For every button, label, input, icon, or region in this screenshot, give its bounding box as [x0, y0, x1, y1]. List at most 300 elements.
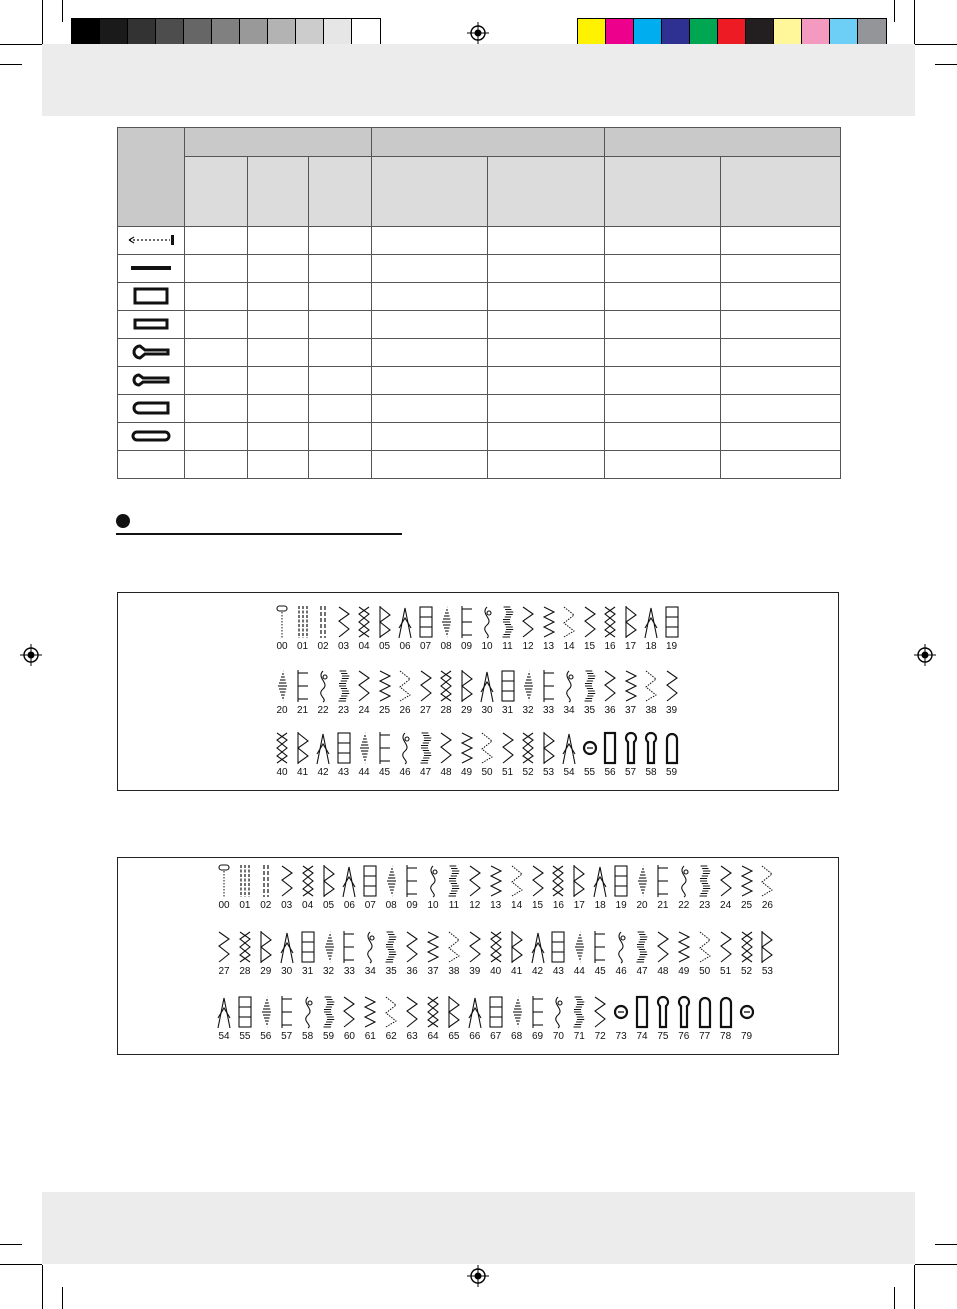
- stitch-glyph-icon: [444, 930, 464, 964]
- stitch-number: 52: [740, 966, 753, 977]
- stitch-pattern: [580, 731, 600, 778]
- table-cell: [604, 254, 720, 282]
- stitch-glyph-icon: [600, 731, 620, 765]
- stitch-pattern: [214, 864, 234, 911]
- stitch-glyph-icon: [298, 995, 318, 1029]
- crop-mark: [42, 1265, 43, 1309]
- stitch-glyph-icon: [518, 731, 538, 765]
- stitch-glyph-icon: [402, 995, 422, 1029]
- stitch-pattern: [528, 864, 548, 911]
- stitch-glyph-icon: [277, 995, 297, 1029]
- color-swatch: [802, 19, 830, 47]
- crop-mark: [0, 64, 22, 65]
- table-cell: [488, 422, 604, 450]
- stitch-pattern: [716, 995, 736, 1042]
- stitch-glyph-icon: [277, 864, 297, 898]
- stitch-glyph-icon: [757, 864, 777, 898]
- stitch-glyph-icon: [600, 669, 620, 703]
- stitch-chart-panel-a: [117, 592, 839, 791]
- stitch-number: 59: [665, 767, 678, 778]
- stitch-pattern: [477, 731, 497, 778]
- stitch-glyph-icon: [477, 669, 497, 703]
- stitch-number: 58: [645, 767, 657, 778]
- small-keyhole-buttonhole-icon: [118, 366, 185, 394]
- stitch-glyph-icon: [293, 669, 313, 703]
- stitch-number: 22: [678, 900, 690, 911]
- table-cell: [488, 254, 604, 282]
- table-cell: [185, 450, 248, 478]
- stitch-pattern: [498, 731, 518, 778]
- stitch-pattern: [716, 864, 736, 911]
- stitch-glyph-icon: [272, 731, 292, 765]
- stitch-number: 79: [740, 1031, 753, 1042]
- crop-mark: [0, 44, 42, 45]
- table-cell: [309, 282, 372, 310]
- table-cell: [488, 338, 604, 366]
- stitch-pattern: [416, 605, 436, 652]
- stitch-glyph-icon: [569, 930, 589, 964]
- stitch-pattern: [381, 864, 401, 911]
- table-cell: [185, 310, 248, 338]
- stitch-pattern: [539, 669, 559, 716]
- stitch-number: 35: [385, 966, 397, 977]
- stitch-glyph-icon: [662, 731, 682, 765]
- stitch-glyph-icon: [548, 995, 568, 1029]
- table-sub-header: [185, 157, 248, 227]
- stitch-pattern: [423, 864, 443, 911]
- registration-mark-icon: [467, 22, 489, 44]
- stitch-number: 06: [399, 641, 411, 652]
- stitch-pattern: [641, 731, 661, 778]
- stitch-glyph-icon: [416, 669, 436, 703]
- table-cell: [372, 422, 488, 450]
- stitch-pattern: [548, 995, 568, 1042]
- stitch-glyph-icon: [256, 995, 276, 1029]
- stitch-number: 29: [460, 705, 473, 716]
- stitch-pattern: [457, 669, 477, 716]
- table-cell: [185, 338, 248, 366]
- stitch-glyph-icon: [498, 731, 518, 765]
- table-row: [118, 226, 841, 254]
- stitch-glyph-icon: [298, 864, 318, 898]
- table-row: [118, 338, 841, 366]
- stitch-number: 20: [276, 705, 288, 716]
- stitch-glyph-icon: [360, 864, 380, 898]
- table-cell: [720, 366, 840, 394]
- stitch-number: 23: [699, 900, 711, 911]
- crop-mark: [914, 0, 915, 44]
- table-cell: [248, 394, 309, 422]
- stitch-number: 08: [385, 900, 397, 911]
- table-cell: [248, 422, 309, 450]
- stitch-glyph-icon: [600, 605, 620, 639]
- stitch-number: 30: [481, 705, 493, 716]
- table-cell: [248, 450, 309, 478]
- header-band: [42, 44, 915, 116]
- stitch-number: 13: [490, 900, 502, 911]
- stitch-number: 73: [615, 1031, 627, 1042]
- stitch-number: 58: [302, 1031, 314, 1042]
- stitch-number: 08: [440, 641, 452, 652]
- stitch-pattern: [695, 995, 715, 1042]
- registration-mark-icon: [467, 1265, 489, 1287]
- table-cell: [248, 282, 309, 310]
- stitch-number: 37: [427, 966, 439, 977]
- color-swatch: [184, 19, 212, 47]
- stitch-glyph-icon: [641, 669, 661, 703]
- stitch-number: 19: [615, 900, 627, 911]
- stitch-glyph-icon: [272, 669, 292, 703]
- stitch-number: 05: [378, 641, 391, 652]
- stitch-pattern: [621, 669, 641, 716]
- stitch-pattern: [444, 930, 464, 977]
- stitch-number: 78: [720, 1031, 732, 1042]
- stitch-glyph-icon: [580, 605, 600, 639]
- stitch-glyph-icon: [235, 930, 255, 964]
- stitch-pattern: [548, 864, 568, 911]
- section-bullet: [116, 514, 130, 528]
- stitch-glyph-icon: [395, 605, 415, 639]
- crop-mark: [42, 0, 43, 44]
- stitch-number: 57: [281, 1031, 293, 1042]
- stitch-glyph-icon: [334, 605, 354, 639]
- stitch-glyph-icon: [423, 995, 443, 1029]
- stitch-pattern: [277, 995, 297, 1042]
- stitch-glyph-icon: [569, 864, 589, 898]
- stitch-pattern: [402, 930, 422, 977]
- stitch-pattern: [674, 995, 694, 1042]
- stitch-glyph-icon: [457, 669, 477, 703]
- stitch-number: 74: [636, 1031, 648, 1042]
- table-sub-header: [488, 157, 604, 227]
- stitch-number: 54: [218, 1031, 230, 1042]
- stitch-pattern: [416, 731, 436, 778]
- stitch-number: 64: [427, 1031, 439, 1042]
- stitch-glyph-icon: [395, 731, 415, 765]
- stitch-number: 48: [657, 966, 669, 977]
- table-cell: [372, 226, 488, 254]
- stitch-number: 65: [448, 1031, 460, 1042]
- stitch-pattern: [444, 995, 464, 1042]
- stitch-pattern: [256, 930, 276, 977]
- table-cell: [488, 282, 604, 310]
- stitch-number: 10: [481, 641, 493, 652]
- stitch-glyph-icon: [695, 930, 715, 964]
- color-swatch: [352, 19, 380, 47]
- stitch-number: 14: [563, 641, 575, 652]
- stitch-number: 18: [645, 641, 657, 652]
- crop-mark: [935, 64, 957, 65]
- stitch-pattern: [653, 864, 673, 911]
- stitch-number: 17: [624, 641, 637, 652]
- stitch-number: 24: [720, 900, 732, 911]
- stitch-pattern: [507, 864, 527, 911]
- table-row: [118, 366, 841, 394]
- stitch-number: 36: [604, 705, 616, 716]
- stitch-glyph-icon: [621, 669, 641, 703]
- stitch-pattern: [235, 864, 255, 911]
- stitch-number: 56: [260, 1031, 272, 1042]
- table-cell: [488, 394, 604, 422]
- stitch-number: 77: [699, 1031, 711, 1042]
- table-cell: [309, 450, 372, 478]
- stitch-pattern: [737, 864, 757, 911]
- stitch-glyph-icon: [611, 930, 631, 964]
- table-cell: [372, 394, 488, 422]
- stitch-pattern: [395, 669, 415, 716]
- stitch-glyph-icon: [319, 930, 339, 964]
- stitch-number: 09: [406, 900, 418, 911]
- stitch-pattern: [381, 995, 401, 1042]
- stitch-pattern: [518, 605, 538, 652]
- stitch-pattern: [354, 731, 374, 778]
- stitch-pattern: [298, 864, 318, 911]
- stitch-number: 03: [281, 900, 293, 911]
- stitch-number: 30: [281, 966, 293, 977]
- table-group-header: [185, 128, 372, 157]
- stitch-glyph-icon: [695, 995, 715, 1029]
- straight-bar-icon: [118, 254, 185, 282]
- stitch-glyph-icon: [381, 930, 401, 964]
- stitch-number: 21: [296, 705, 309, 716]
- stitch-number: 42: [317, 767, 329, 778]
- stitch-number: 66: [469, 1031, 481, 1042]
- stitch-number: 40: [276, 767, 288, 778]
- stitch-glyph-icon: [653, 930, 673, 964]
- stitch-pattern: [507, 930, 527, 977]
- color-swatch: [858, 19, 886, 47]
- stitch-glyph-icon: [590, 930, 610, 964]
- stitch-glyph-icon: [498, 605, 518, 639]
- stitch-number: 47: [636, 966, 648, 977]
- table-cell: [309, 394, 372, 422]
- table-cell: [248, 254, 309, 282]
- table-cell: [118, 450, 185, 478]
- stitch-glyph-icon: [375, 605, 395, 639]
- stitch-number: 39: [469, 966, 481, 977]
- stitch-number: 35: [583, 705, 596, 716]
- stitch-number: 17: [573, 900, 585, 911]
- stitch-pattern: [498, 605, 518, 652]
- stitch-glyph-icon: [423, 864, 443, 898]
- stitch-glyph-icon: [402, 864, 422, 898]
- stitch-pattern: [360, 864, 380, 911]
- stitch-glyph-icon: [354, 605, 374, 639]
- table-sub-header: [604, 157, 720, 227]
- stitch-pattern: [757, 864, 777, 911]
- stitch-number: 25: [740, 900, 753, 911]
- table-sub-header: [720, 157, 840, 227]
- stitch-pattern: [402, 995, 422, 1042]
- stitch-glyph-icon: [319, 864, 339, 898]
- stitch-number: 76: [678, 1031, 690, 1042]
- stitch-number: 41: [511, 966, 523, 977]
- stitch-number: 02: [317, 641, 329, 652]
- stitch-pattern: [600, 669, 620, 716]
- stitch-pattern: [381, 930, 401, 977]
- stitch-number: 57: [624, 767, 637, 778]
- stitch-pattern: [402, 864, 422, 911]
- table-cell: [488, 366, 604, 394]
- stitch-glyph-icon: [416, 605, 436, 639]
- table-cell: [720, 310, 840, 338]
- crop-mark: [62, 1287, 63, 1309]
- stitch-number: 31: [302, 966, 314, 977]
- stitch-number: 25: [378, 705, 391, 716]
- stitch-glyph-icon: [528, 930, 548, 964]
- stitch-glyph-icon: [662, 605, 682, 639]
- stitch-number: 59: [322, 1031, 335, 1042]
- stitch-number: 46: [615, 966, 627, 977]
- stitch-pattern: [590, 995, 610, 1042]
- stitch-pattern: [518, 731, 538, 778]
- color-swatch: [296, 19, 324, 47]
- stitch-pattern: [621, 605, 641, 652]
- crop-mark: [894, 1287, 895, 1309]
- stitch-pattern: [653, 995, 673, 1042]
- table-cell: [309, 226, 372, 254]
- stitch-pattern: [737, 930, 757, 977]
- stitch-glyph-icon: [354, 669, 374, 703]
- table-cell: [372, 310, 488, 338]
- stitch-pattern: [477, 669, 497, 716]
- color-swatch: [690, 19, 718, 47]
- color-swatch: [718, 19, 746, 47]
- stitch-pattern: [611, 995, 631, 1042]
- stitch-glyph-icon: [548, 930, 568, 964]
- stitch-pattern: [319, 930, 339, 977]
- stitch-glyph-icon: [256, 930, 276, 964]
- stitch-number: 34: [563, 705, 575, 716]
- stitch-glyph-icon: [507, 995, 527, 1029]
- stitch-pattern: [214, 930, 234, 977]
- stitch-pattern: [313, 605, 333, 652]
- stitch-number: 55: [239, 1031, 251, 1042]
- stitch-glyph-icon: [662, 669, 682, 703]
- stitch-number: 53: [761, 966, 773, 977]
- stitch-number: 51: [501, 767, 514, 778]
- stitch-pattern: [235, 930, 255, 977]
- stitch-glyph-icon: [486, 995, 506, 1029]
- stitch-glyph-icon: [653, 995, 673, 1029]
- stitch-pattern: [539, 605, 559, 652]
- stitch-number: 28: [440, 705, 452, 716]
- stitch-number: 63: [406, 1031, 418, 1042]
- stitch-glyph-icon: [375, 669, 395, 703]
- stitch-glyph-icon: [632, 864, 652, 898]
- stitch-number: 62: [385, 1031, 397, 1042]
- stitch-number: 49: [460, 767, 473, 778]
- stitch-number: 51: [720, 966, 732, 977]
- stitch-pattern: [375, 669, 395, 716]
- stitch-number: 28: [239, 966, 251, 977]
- stitch-pattern: [559, 731, 579, 778]
- stitch-glyph-icon: [313, 605, 333, 639]
- stitch-glyph-icon: [313, 669, 333, 703]
- stitch-pattern: [528, 995, 548, 1042]
- stitch-pattern: [416, 669, 436, 716]
- stitch-number: 13: [542, 641, 555, 652]
- stitch-glyph-icon: [539, 605, 559, 639]
- stitch-glyph-icon: [674, 995, 694, 1029]
- stitch-glyph-icon: [465, 995, 485, 1029]
- stitch-number: 41: [296, 767, 309, 778]
- stitch-number: 01: [239, 900, 251, 911]
- table-cell: [604, 394, 720, 422]
- stitch-glyph-icon: [653, 864, 673, 898]
- stitch-number: 11: [502, 641, 513, 652]
- color-swatch: [268, 19, 296, 47]
- stitch-pattern: [716, 930, 736, 977]
- table-cell: [720, 338, 840, 366]
- stitch-number: 23: [337, 705, 350, 716]
- crop-mark: [935, 1244, 957, 1245]
- stitch-pattern: [465, 995, 485, 1042]
- stitch-number: 75: [657, 1031, 669, 1042]
- stitch-pattern: [436, 669, 456, 716]
- stitch-glyph-icon: [507, 864, 527, 898]
- stitch-number: 45: [594, 966, 606, 977]
- table-cell: [309, 310, 372, 338]
- stitch-pattern: [334, 731, 354, 778]
- table-cell: [372, 366, 488, 394]
- stitch-glyph-icon: [436, 731, 456, 765]
- table-cell: [720, 282, 840, 310]
- stitch-glyph-icon: [507, 930, 527, 964]
- stitch-glyph-icon: [444, 995, 464, 1029]
- stitch-pattern: [235, 995, 255, 1042]
- stitch-glyph-icon: [395, 669, 415, 703]
- stitch-pattern: [528, 930, 548, 977]
- stitch-glyph-icon: [214, 864, 234, 898]
- stitch-pattern: [444, 864, 464, 911]
- stitch-glyph-icon: [641, 731, 661, 765]
- stitch-pattern: [375, 731, 395, 778]
- stitch-pattern: [621, 731, 641, 778]
- stitch-pattern: [695, 864, 715, 911]
- crop-mark: [915, 1264, 957, 1265]
- stitch-glyph-icon: [256, 864, 276, 898]
- stitch-pattern: [580, 605, 600, 652]
- table-row: [118, 310, 841, 338]
- stitch-pattern: [457, 605, 477, 652]
- round-buttonhole-icon: [118, 422, 185, 450]
- stitch-number: 15: [583, 641, 596, 652]
- table-row: [118, 450, 841, 478]
- table-row: [118, 394, 841, 422]
- stitch-pattern: [214, 995, 234, 1042]
- stitch-glyph-icon: [548, 864, 568, 898]
- stitch-pattern: [395, 731, 415, 778]
- stitch-pattern: [590, 930, 610, 977]
- stitch-number: 55: [583, 767, 596, 778]
- table-cell: [248, 310, 309, 338]
- color-swatch: [634, 19, 662, 47]
- stitch-pattern: [757, 930, 777, 977]
- stitch-number: 21: [657, 900, 669, 911]
- stitch-number: 14: [511, 900, 523, 911]
- stitch-glyph-icon: [277, 930, 297, 964]
- stitch-pattern: [662, 605, 682, 652]
- stitch-pattern: [334, 669, 354, 716]
- table-group-header: [372, 128, 604, 157]
- stitch-glyph-icon: [539, 669, 559, 703]
- stitch-number: 37: [624, 705, 637, 716]
- stitch-glyph-icon: [339, 995, 359, 1029]
- table-cell: [185, 282, 248, 310]
- crop-mark: [894, 0, 895, 22]
- stitch-glyph-icon: [477, 731, 497, 765]
